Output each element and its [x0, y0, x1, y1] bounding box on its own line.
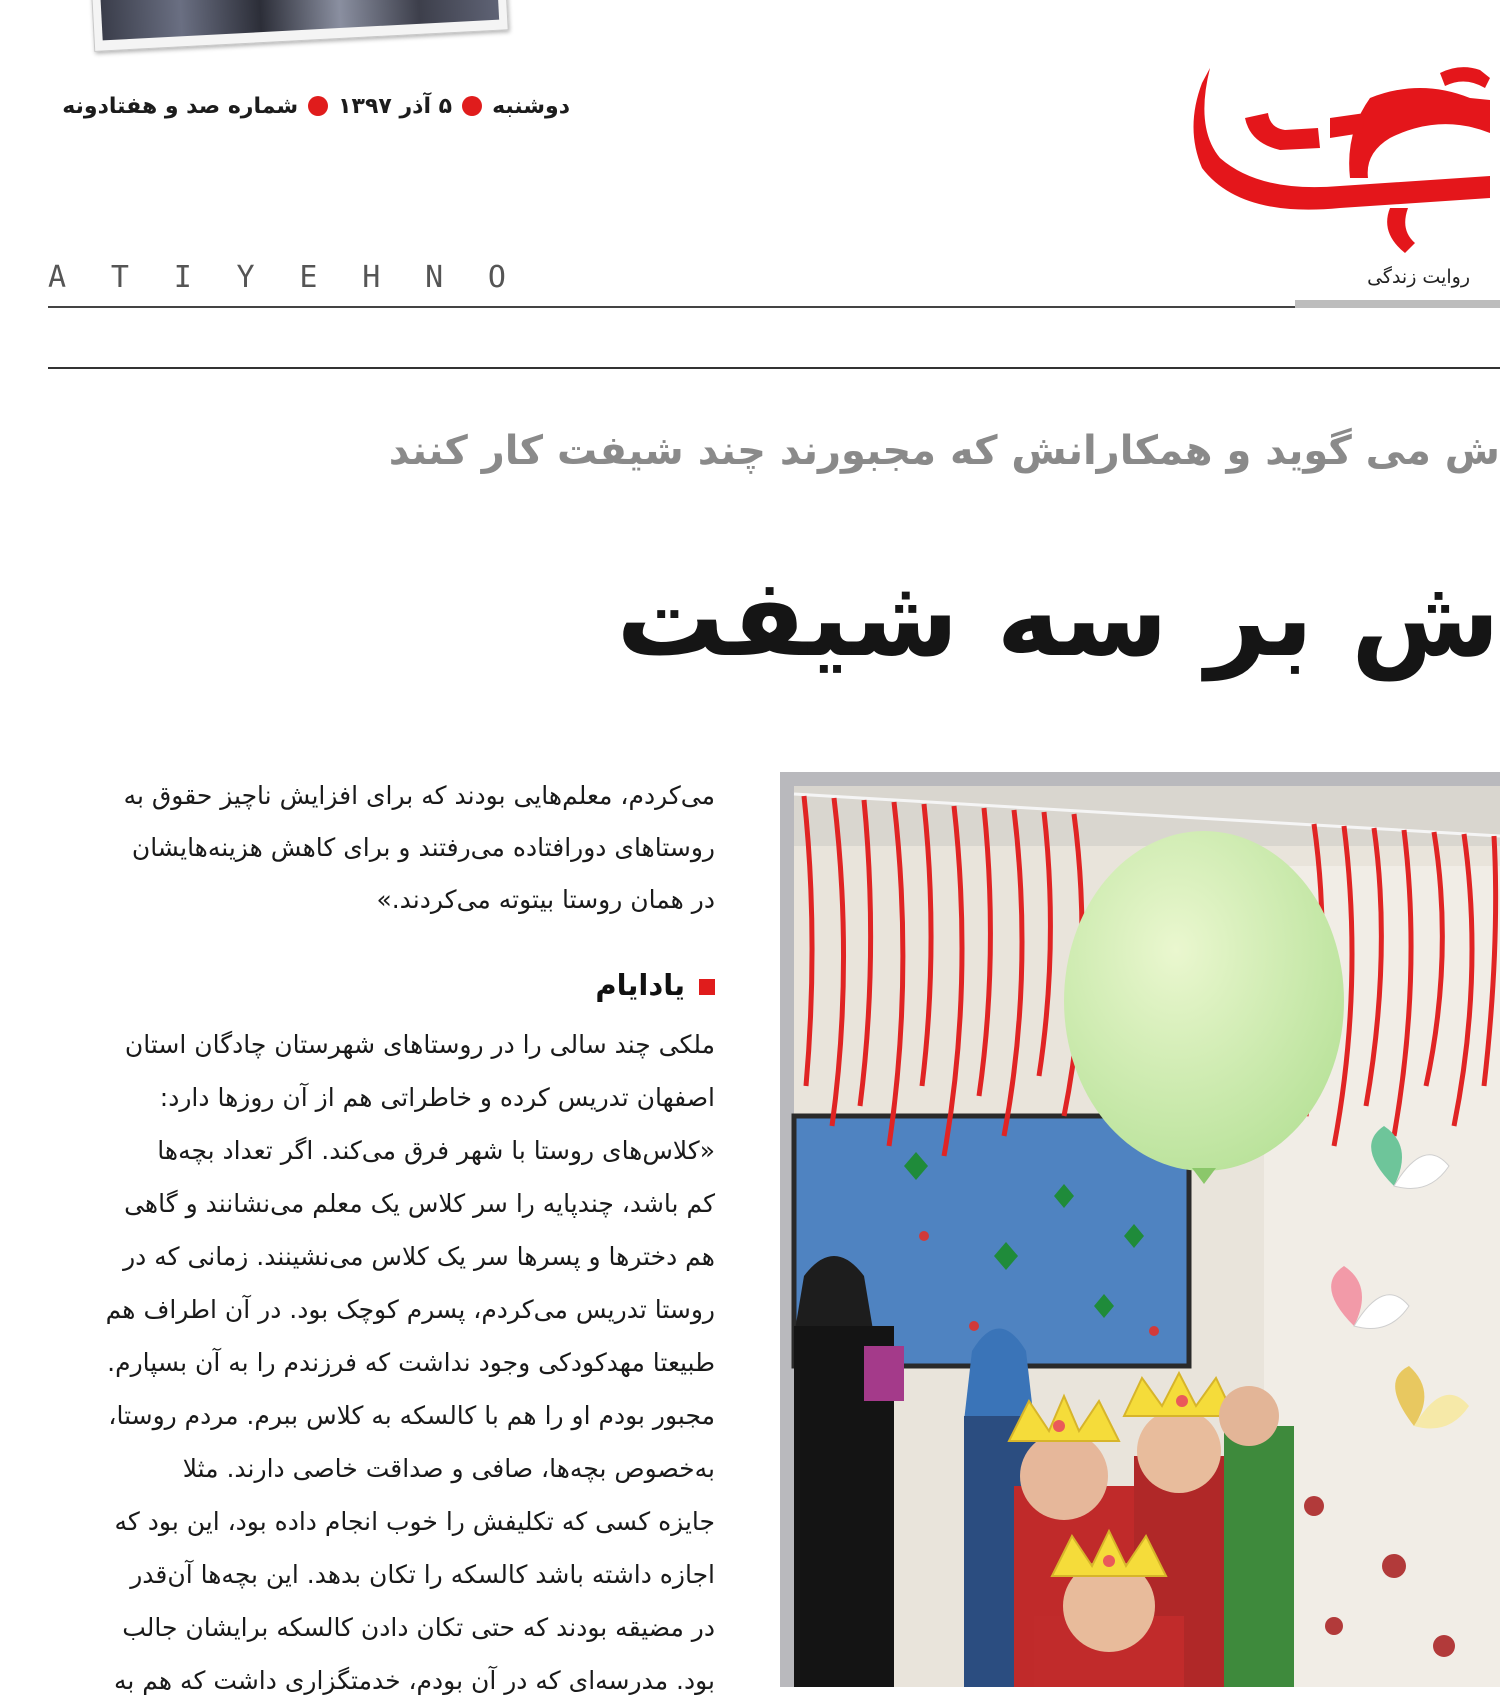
- newspaper-logo: [1190, 58, 1500, 258]
- subhead-label: یادایام: [595, 968, 685, 1002]
- red-dot-icon: [462, 96, 482, 116]
- text-line: روستاهای دورافتاده می‌رفتند و برای کاهش هزینه‌هایشان: [131, 833, 715, 862]
- kicker-headline: ش می گوید و همکارانش که مجبورند چند شیفت کار کنند: [388, 428, 1500, 474]
- header-rule-accent: [1295, 300, 1500, 308]
- classroom-illustration: [794, 786, 1500, 1687]
- text-line: در همان روستا بیتوته می‌کردند.»: [376, 885, 715, 914]
- section-letter: N: [425, 260, 446, 295]
- text-line: در مضیقه بودند که حتی تکان دادن کالسکه برایشان جالب: [122, 1613, 715, 1642]
- section-rule: [48, 367, 1500, 369]
- weekday: دوشنبه: [492, 93, 570, 119]
- dateline: [50, 88, 570, 124]
- section-letter: Y: [236, 260, 257, 295]
- top-photo: [90, 0, 509, 52]
- text-line: جایزه کسی که تکلیفش را خوب انجام داده بود، این بود که: [114, 1507, 715, 1536]
- text-line: طبیعتا مهدکودکی وجود نداشت که فرزندم را به آن بسپارم.: [107, 1348, 715, 1377]
- text-line: کم باشد، چندپایه را سر کلاس یک معلم می‌نشانند و گاهی: [124, 1189, 715, 1218]
- section-letter: H: [362, 260, 383, 295]
- section-letter: E: [299, 260, 320, 295]
- section-letter: I: [173, 260, 194, 295]
- text-line: «کلاس‌های روستا با شهر فرق می‌کند. اگر تعداد بچه‌ها: [157, 1136, 715, 1165]
- text-line: می‌کردم، معلم‌هایی بودند که برای افزایش ناچیز حقوق به: [123, 781, 715, 810]
- tagline: روایت زندگی: [1367, 266, 1470, 288]
- text-line: بود. مدرسه‌ای که در آن بودم، خدمتگزاری داشت که هم به: [113, 1666, 715, 1695]
- main-headline: ش بر سه شیفت: [616, 556, 1500, 681]
- red-dot-icon: [308, 96, 328, 116]
- section-letters: [48, 260, 508, 300]
- text-line: اصفهان تدریس کرده و خاطراتی هم از آن روزها دارد:: [159, 1083, 715, 1112]
- subhead: [100, 968, 715, 1002]
- text-line: به‌خصوص بچه‌ها، صافی و صداقت خاصی دارند. مثلا: [182, 1454, 715, 1483]
- body-text: [100, 1018, 715, 1707]
- text-line: اجازه داشته باشد کالسکه را تکان بدهد. این بچه‌ها آن‌قدر: [130, 1560, 715, 1589]
- date: ۵ آذر ۱۳۹۷: [338, 93, 453, 119]
- section-letter: O: [487, 260, 508, 295]
- section-letter: A: [48, 260, 69, 295]
- text-line: مجبور بودم او را هم با کالسکه به کلاس ببرم. مردم روستا،: [108, 1401, 715, 1430]
- section-letter: T: [110, 260, 131, 295]
- text-line: روستا تدریس می‌کردم، پسرم کوچک بود. در آن اطراف هم: [105, 1295, 715, 1324]
- classroom-photo: [780, 772, 1500, 1687]
- text-line: هم دخترها و پسرها سر یک کلاس می‌نشینند. زمانی که در: [123, 1242, 715, 1271]
- header-rule: [48, 306, 1295, 308]
- text-line: ملکی چند سالی را در روستاهای شهرستان چادگان استان: [124, 1030, 715, 1059]
- red-square-icon: [699, 979, 715, 995]
- intro-text: [100, 770, 715, 926]
- issue-number: شماره صد و هفتادونه: [62, 93, 299, 119]
